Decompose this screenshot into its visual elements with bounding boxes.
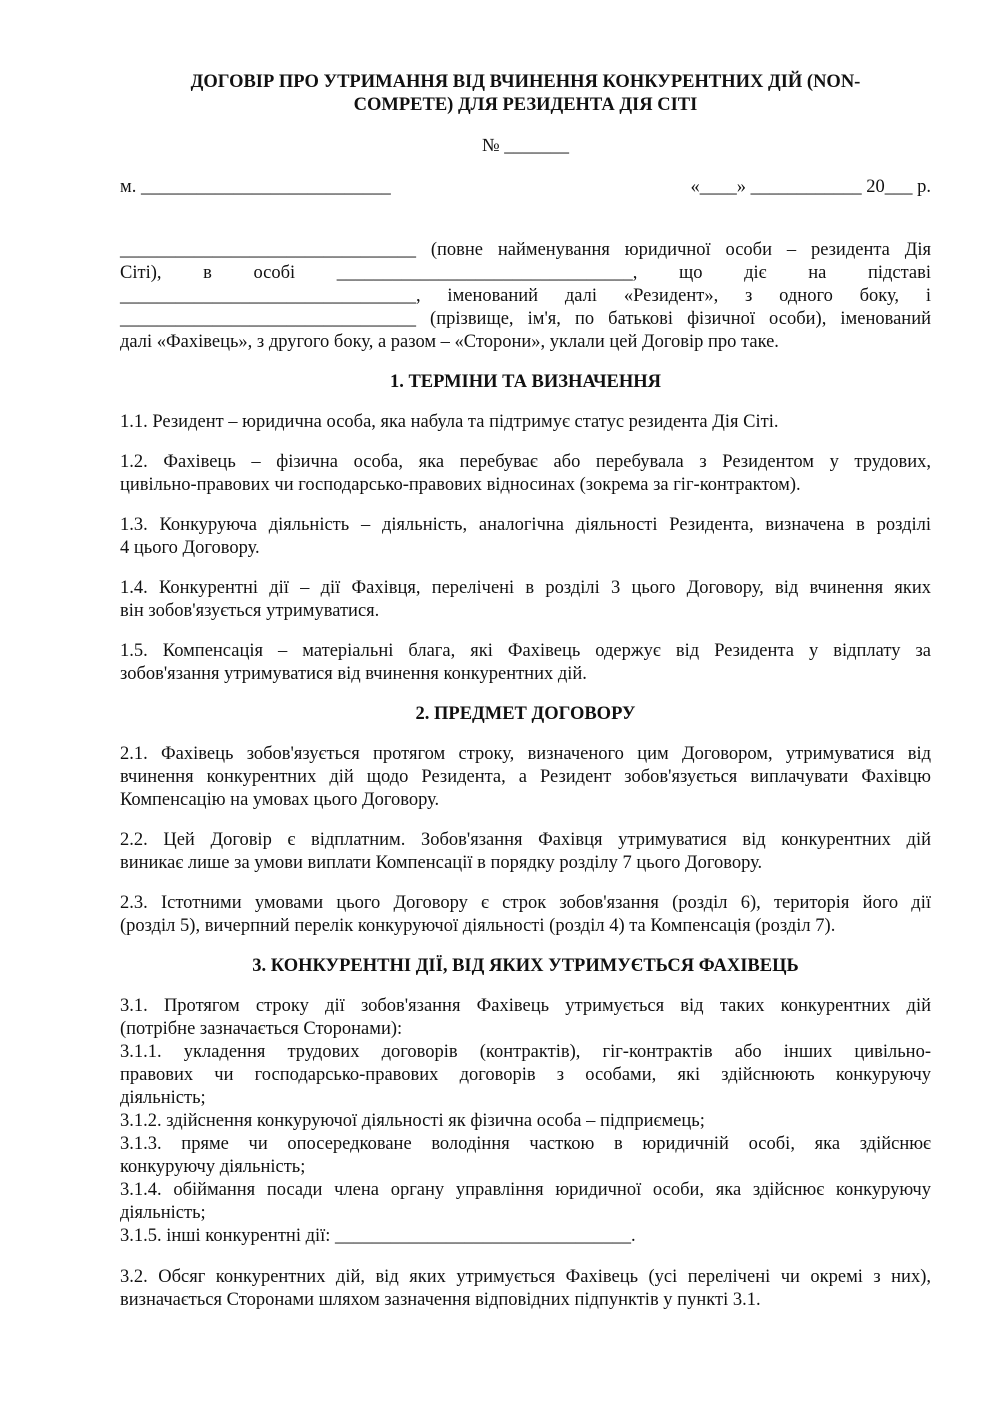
paragraph-3-1: (потрібне зазначається Сторонами): <box>120 1019 403 1039</box>
paragraph-1-4: він зобов'язується утримуватися. <box>120 601 380 621</box>
paragraph-1-3: 1.3. Конкуруюча діяльність – діяльність, аналогічна діяльності Резидента, визначена в розділі <box>120 515 931 535</box>
paragraph-2-2: 2.2. Цей Договір є відплатним. Зобов'язання Фахівця утримуватися від конкурентних дій <box>120 830 931 850</box>
clause-3-1-3: 3.1.3. пряме чи опосередковане володіння часткою в юридичній особі, яка здійснює <box>120 1134 931 1154</box>
paragraph-3-1: 3.1. Протягом строку дії зобов'язання Фахівець утримується від таких конкурентних дій <box>120 996 931 1016</box>
paragraph-1-1: 1.1. Резидент – юридична особа, яка набула та підтримує статус резидента Дія Сіті. <box>120 412 779 432</box>
city-field: м. ___________________________ <box>120 177 391 197</box>
section-1-heading: 1. ТЕРМІНИ ТА ВИЗНАЧЕННЯ <box>389 372 662 392</box>
paragraph-2-3: (розділ 5), вичерпний перелік конкуруючої діяльності (розділ 4) та Компенсація (розділ 7). <box>120 916 836 936</box>
clause-3-1-1: правових чи господарсько-правових договорів з особами, які здійснюють конкуруючу <box>120 1065 931 1085</box>
intro-line: далі «Фахівець», з другого боку, а разом – «Сторони», уклали цей Договір про таке. <box>120 332 779 352</box>
paragraph-1-2: цивільно-правових чи господарсько-правових відносинах (зокрема за гіг-контрактом). <box>120 475 801 495</box>
paragraph-1-5: 1.5. Компенсація – матеріальні блага, які Фахівець одержує від Резидента у відплату за <box>120 641 931 661</box>
paragraph-3-2: визначається Сторонами шляхом зазначення відповідних підпунктів у пункті 3.1. <box>120 1290 761 1310</box>
paragraph-2-1: 2.1. Фахівець зобов'язується протягом строку, визначеного цим Договором, утримуватися від <box>120 744 931 764</box>
clause-3-1-1: 3.1.1. укладення трудових договорів (контрактів), гіг-контрактів або інших цивільно- <box>120 1042 931 1062</box>
paragraph-2-1: Компенсацію на умовах цього Договору. <box>120 790 440 810</box>
document-title-line-2: COMPETE) ДЛЯ РЕЗИДЕНТА ДІЯ СІТІ <box>353 95 698 115</box>
paragraph-1-2: 1.2. Фахівець – фізична особа, яка перебуває або перебувала з Резидентом у трудових, <box>120 452 931 472</box>
paragraph-2-3: 2.3. Істотними умовами цього Договору є строк зобов'язання (розділ 6), територія його дії <box>120 893 931 913</box>
section-3-heading: 3. КОНКУРЕНТНІ ДІЇ, ВІД ЯКИХ УТРИМУЄТЬСЯ ФАХІВЕЦЬ <box>252 956 799 976</box>
paragraph-3-2: 3.2. Обсяг конкурентних дій, від яких утримується Фахівець (усі перелічені чи окремі з них), <box>120 1267 931 1287</box>
clause-3-1-5: 3.1.5. інші конкурентні дії: ________________________________. <box>120 1226 636 1246</box>
clause-3-1-3: конкуруючу діяльність; <box>120 1157 306 1177</box>
paragraph-1-3: 4 цього Договору. <box>120 538 260 558</box>
paragraph-2-1: вчинення конкурентних дій щодо Резидента, а Резидент зобов'язується виплачувати Фахівцю <box>120 767 931 787</box>
clause-3-1-1: діяльність; <box>120 1088 206 1108</box>
document-title-line-1: ДОГОВІР ПРО УТРИМАННЯ ВІД ВЧИНЕННЯ КОНКУРЕНТНИХ ДІЙ (NON- <box>190 72 861 92</box>
intro-line: ________________________________, іменований далі «Резидент», з одного боку, і <box>120 286 931 306</box>
intro-line: ________________________________ (прізвище, ім'я, по батькові фізичної особи), іменований <box>120 309 931 329</box>
contract-number: № _______ <box>481 136 570 156</box>
paragraph-1-4: 1.4. Конкурентні дії – дії Фахівця, перелічені в розділі 3 цього Договору, від вчинення яких <box>120 578 931 598</box>
section-2-heading: 2. ПРЕДМЕТ ДОГОВОРУ <box>415 704 636 724</box>
clause-3-1-4: 3.1.4. обіймання посади члена органу управління юридичної особи, яка здійснює конкуруючу <box>120 1180 931 1200</box>
clause-3-1-4: діяльність; <box>120 1203 206 1223</box>
intro-line: ________________________________ (повне найменування юридичної особи – резидента Дія <box>120 240 931 260</box>
clause-3-1-2: 3.1.2. здійснення конкуруючої діяльності як фізична особа – підприємець; <box>120 1111 705 1131</box>
paragraph-1-5: зобов'язання утримуватися від вчинення конкурентних дій. <box>120 664 587 684</box>
date-field: «____» ____________ 20___ р. <box>690 177 931 197</box>
intro-line: Сіті), в особі ________________________________, що діє на підставі <box>120 263 931 283</box>
paragraph-2-2: виникає лише за умови виплати Компенсації в порядку розділу 7 цього Договору. <box>120 853 763 873</box>
